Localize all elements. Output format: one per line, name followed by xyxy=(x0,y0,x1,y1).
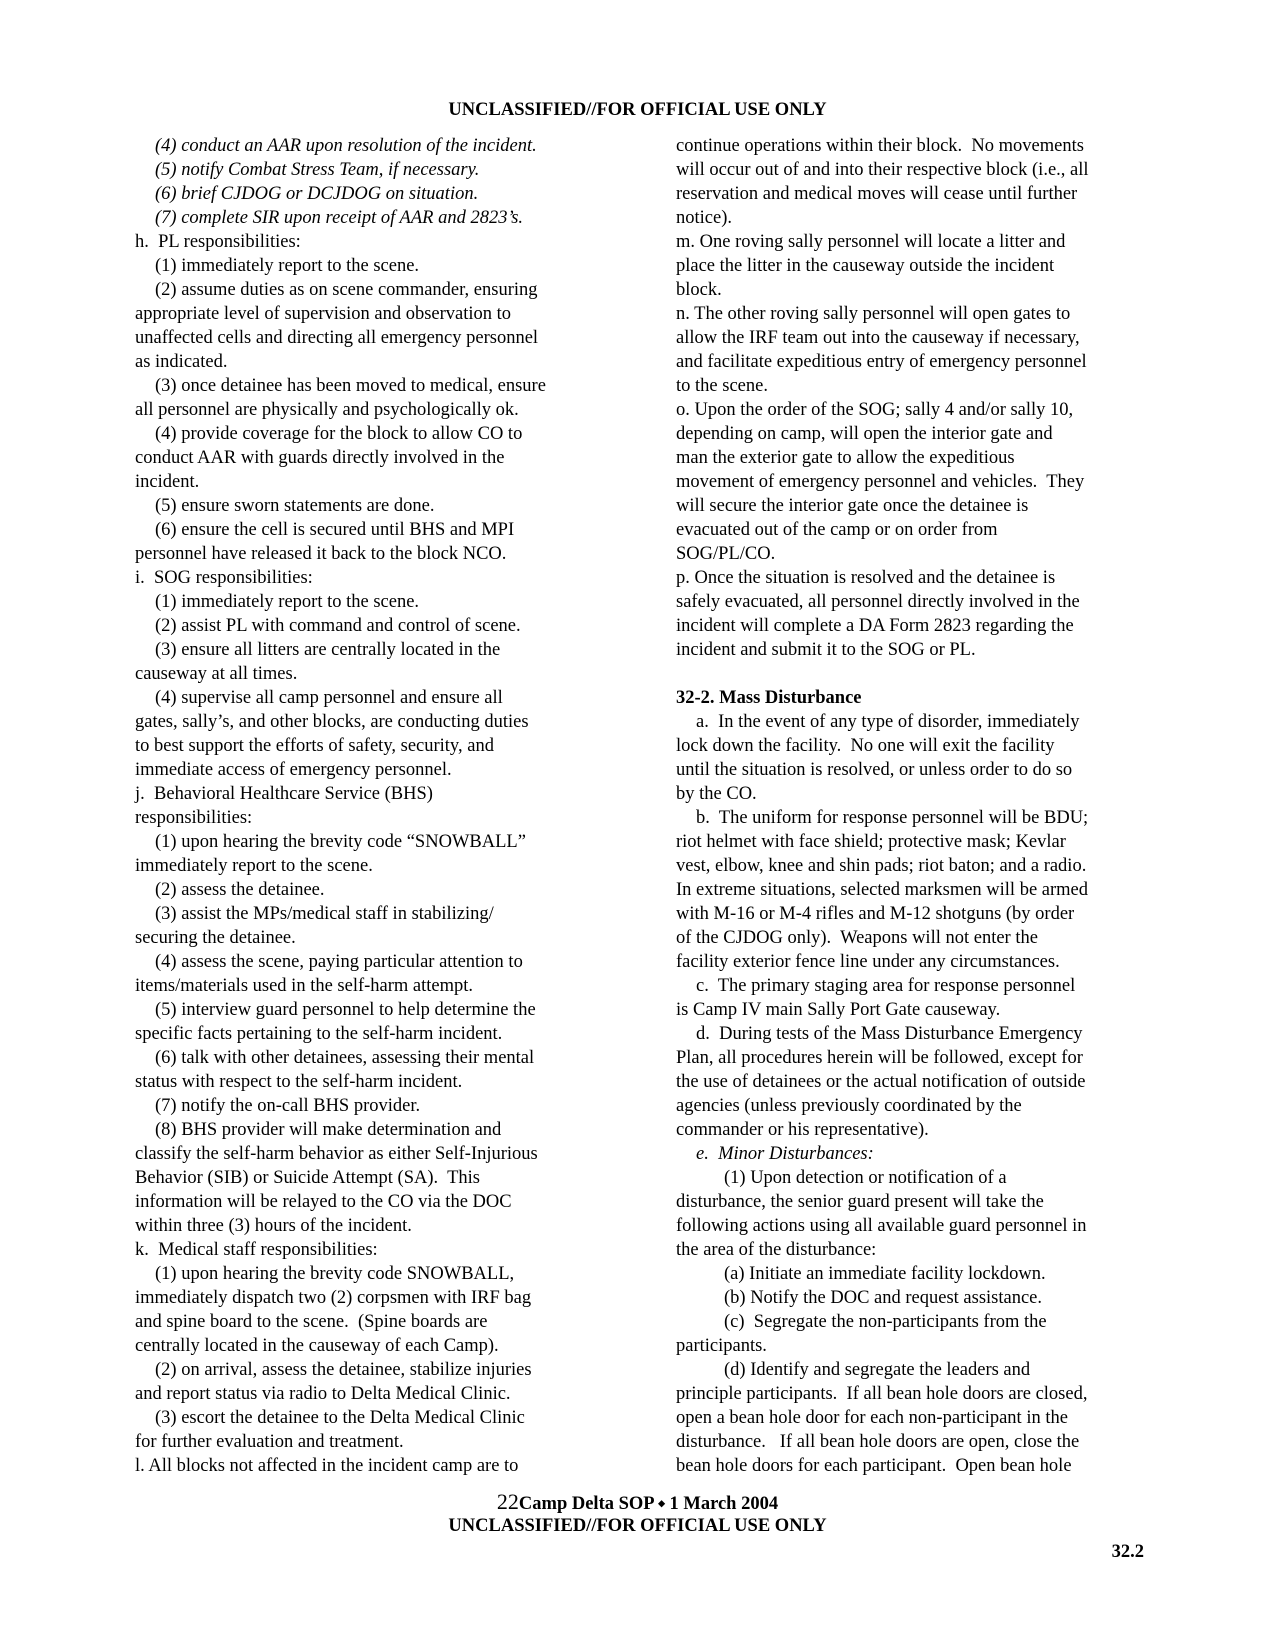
document-date: 1 March 2004 xyxy=(669,1494,779,1514)
text-line: (5) ensure sworn statements are done. xyxy=(155,496,435,516)
text-line: commander or his representative). xyxy=(676,1120,929,1140)
text-line: (a) Initiate an immediate facility lockdown. xyxy=(724,1264,1046,1284)
text-line: principle participants. If all bean hole doors are closed, xyxy=(676,1384,1088,1404)
text-line: Behavior (SIB) or Suicide Attempt (SA). This xyxy=(135,1168,480,1188)
text-line: (6) brief CJDOG or DCJDOG on situation. xyxy=(155,184,479,204)
text-line: items/materials used in the self-harm attempt. xyxy=(135,976,474,996)
page-number: 22 xyxy=(496,1489,519,1514)
text-line: responsibilities: xyxy=(135,808,253,828)
text-line: b. The uniform for response personnel will be BDU; xyxy=(696,808,1089,828)
text-line: causeway at all times. xyxy=(135,664,298,684)
text-line: notice). xyxy=(676,208,732,228)
text-line: personnel have released it back to the block NCO. xyxy=(135,544,507,564)
text-line: will secure the interior gate once the detainee is xyxy=(676,496,1029,516)
text-line: incident and submit it to the SOG or PL. xyxy=(676,640,976,660)
text-line: a. In the event of any type of disorder, immediately xyxy=(696,712,1080,732)
text-line: (4) provide coverage for the block to allow CO to xyxy=(155,424,523,444)
text-line: and spine board to the scene. (Spine boards are xyxy=(135,1312,488,1332)
text-line: lock down the facility. No one will exit the facility xyxy=(676,736,1055,756)
section-title-mass-disturbance: 32-2. Mass Disturbance xyxy=(676,688,862,708)
text-line: movement of emergency personnel and vehicles. They xyxy=(676,472,1085,492)
text-line: (1) upon hearing the brevity code “SNOWBALL” xyxy=(155,832,526,852)
text-line: vest, elbow, knee and shin pads; riot baton; and a radio. xyxy=(676,856,1087,876)
subsection-minor-disturbances: e. Minor Disturbances: xyxy=(696,1144,874,1164)
text-line: riot helmet with face shield; protective mask; Kevlar xyxy=(676,832,1066,852)
text-line: as indicated. xyxy=(135,352,228,372)
text-line: (3) once detainee has been moved to medical, ensure xyxy=(155,376,546,396)
text-line: and facilitate expeditious entry of emergency personnel xyxy=(676,352,1087,372)
text-line: unaffected cells and directing all emergency personnel xyxy=(135,328,539,348)
text-line: participants. xyxy=(676,1336,767,1356)
text-line: (7) notify the on-call BHS provider. xyxy=(155,1096,421,1116)
text-line: (3) assist the MPs/medical staff in stabilizing/ xyxy=(155,904,494,924)
text-line: reservation and medical moves will cease until further xyxy=(676,184,1078,204)
text-line: agencies (unless previously coordinated by the xyxy=(676,1096,1022,1116)
page-id: 32.2 xyxy=(1111,1542,1144,1562)
text-line: (2) assess the detainee. xyxy=(155,880,325,900)
text-line: (5) interview guard personnel to help determine the xyxy=(155,1000,536,1020)
text-line: (2) on arrival, assess the detainee, stabilize injuries xyxy=(155,1360,532,1380)
text-line: centrally located in the causeway of each Camp). xyxy=(135,1336,499,1356)
text-line: for further evaluation and treatment. xyxy=(135,1432,404,1452)
text-line: incident will complete a DA Form 2823 regarding the xyxy=(676,616,1074,636)
document-title: Camp Delta SOP xyxy=(518,1494,654,1514)
text-line: (4) conduct an AAR upon resolution of the incident. xyxy=(155,136,537,156)
text-line: safely evacuated, all personnel directly involved in the xyxy=(676,592,1080,612)
text-line: with M-16 or M-4 rifles and M-12 shotguns (by order xyxy=(676,904,1075,924)
text-line: will occur out of and into their respective block (i.e., all xyxy=(676,160,1089,180)
text-line: (6) talk with other detainees, assessing their mental xyxy=(155,1048,535,1068)
left-column xyxy=(135,134,613,1478)
section-heading-o: o. Upon the order of the SOG; sally 4 and/or sally 10, xyxy=(676,400,1074,420)
text-line: disturbance. If all bean hole doors are open, close the xyxy=(676,1432,1080,1452)
text-line: bean hole doors for each participant. Open bean hole xyxy=(676,1456,1072,1476)
text-line: (5) notify Combat Stress Team, if necessary. xyxy=(155,160,480,180)
text-line: information will be relayed to the CO via the DOC xyxy=(135,1192,512,1212)
text-line: classify the self-harm behavior as either Self-Injurious xyxy=(135,1144,538,1164)
header-classification: UNCLASSIFIED//FOR OFFICIAL USE ONLY xyxy=(448,100,827,120)
text-line: to best support the efforts of safety, security, and xyxy=(135,736,494,756)
text-line: of the CJDOG only). Weapons will not enter the xyxy=(676,928,1038,948)
text-line: continue operations within their block. No movements xyxy=(676,136,1084,156)
text-line: immediately dispatch two (2) corpsmen with IRF bag xyxy=(135,1288,532,1308)
footer-classification: UNCLASSIFIED//FOR OFFICIAL USE ONLY xyxy=(448,1516,827,1536)
text-line: (1) immediately report to the scene. xyxy=(155,256,420,276)
section-heading-h: h. PL responsibilities: xyxy=(135,232,301,252)
text-line: all personnel are physically and psychologically ok. xyxy=(135,400,519,420)
text-line: (b) Notify the DOC and request assistance. xyxy=(724,1288,1043,1308)
text-line: man the exterior gate to allow the expeditious xyxy=(676,448,1015,468)
text-line: (4) assess the scene, paying particular attention to xyxy=(155,952,523,972)
section-heading-l: l. All blocks not affected in the incident camp are to xyxy=(135,1456,519,1476)
text-line: (3) ensure all litters are centrally located in the xyxy=(155,640,501,660)
text-line: depending on camp, will open the interior gate and xyxy=(676,424,1053,444)
text-line: (2) assist PL with command and control of scene. xyxy=(155,616,521,636)
text-line: (d) Identify and segregate the leaders and xyxy=(724,1360,1031,1380)
separator-icon: ⬩ xyxy=(658,1494,665,1514)
text-line: block. xyxy=(676,280,722,300)
text-line: (c) Segregate the non-participants from the xyxy=(724,1312,1047,1332)
section-heading-i: i. SOG responsibilities: xyxy=(135,568,313,588)
section-heading-m: m. One roving sally personnel will locate a litter and xyxy=(676,232,1066,252)
text-line: (8) BHS provider will make determination and xyxy=(155,1120,502,1140)
blank-line xyxy=(676,662,1154,686)
text-line: immediately report to the scene. xyxy=(135,856,373,876)
text-line: the area of the disturbance: xyxy=(676,1240,877,1260)
text-line: within three (3) hours of the incident. xyxy=(135,1216,412,1236)
text-line: is Camp IV main Sally Port Gate causeway. xyxy=(676,1000,1001,1020)
section-heading-j: j. Behavioral Healthcare Service (BHS) xyxy=(135,784,433,804)
text-line: conduct AAR with guards directly involved in the xyxy=(135,448,505,468)
text-line: until the situation is resolved, or unless order to do so xyxy=(676,760,1073,780)
text-line: immediate access of emergency personnel. xyxy=(135,760,452,780)
text-line: following actions using all available guard personnel in xyxy=(676,1216,1087,1236)
text-line: by the CO. xyxy=(676,784,757,804)
text-line: (3) escort the detainee to the Delta Medical Clinic xyxy=(155,1408,525,1428)
text-line: (1) immediately report to the scene. xyxy=(155,592,420,612)
text-line: (1) upon hearing the brevity code SNOWBALL, xyxy=(155,1264,515,1284)
text-line: SOG/PL/CO. xyxy=(676,544,776,564)
section-heading-k: k. Medical staff responsibilities: xyxy=(135,1240,378,1260)
text-line: gates, sally’s, and other blocks, are conducting duties xyxy=(135,712,529,732)
section-heading-n: n. The other roving sally personnel will open gates to xyxy=(676,304,1071,324)
text-line: open a bean hole door for each non-participant in the xyxy=(676,1408,1068,1428)
text-line: and report status via radio to Delta Medical Clinic. xyxy=(135,1384,511,1404)
text-line: evacuated out of the camp or on order from xyxy=(676,520,998,540)
text-line: place the litter in the causeway outside the incident xyxy=(676,256,1055,276)
text-line: to the scene. xyxy=(676,376,768,396)
text-line: appropriate level of supervision and observation to xyxy=(135,304,512,324)
text-line: c. The primary staging area for response personnel xyxy=(696,976,1076,996)
text-line: (4) supervise all camp personnel and ensure all xyxy=(155,688,503,708)
text-line: status with respect to the self-harm incident. xyxy=(135,1072,463,1092)
text-line: disturbance, the senior guard present will take the xyxy=(676,1192,1044,1212)
text-line: incident. xyxy=(135,472,200,492)
footer-line xyxy=(0,1490,1275,1517)
section-heading-p: p. Once the situation is resolved and the detainee is xyxy=(676,568,1056,588)
text-line: Plan, all procedures herein will be followed, except for xyxy=(676,1048,1083,1068)
text-line: the use of detainees or the actual notification of outside xyxy=(676,1072,1086,1092)
text-line: (7) complete SIR upon receipt of AAR and 2823’s. xyxy=(155,208,524,228)
text-line: In extreme situations, selected marksmen will be armed xyxy=(676,880,1089,900)
text-line: specific facts pertaining to the self-harm incident. xyxy=(135,1024,503,1044)
text-line: allow the IRF team out into the causeway if necessary, xyxy=(676,328,1080,348)
text-line: (6) ensure the cell is secured until BHS and MPI xyxy=(155,520,515,540)
text-line: d. During tests of the Mass Disturbance Emergency xyxy=(696,1024,1083,1044)
text-line: securing the detainee. xyxy=(135,928,296,948)
text-line: (1) Upon detection or notification of a xyxy=(724,1168,1007,1188)
text-line: facility exterior fence line under any circumstances. xyxy=(676,952,1060,972)
right-column xyxy=(676,134,1154,1478)
text-line: (2) assume duties as on scene commander, ensuring xyxy=(155,280,538,300)
